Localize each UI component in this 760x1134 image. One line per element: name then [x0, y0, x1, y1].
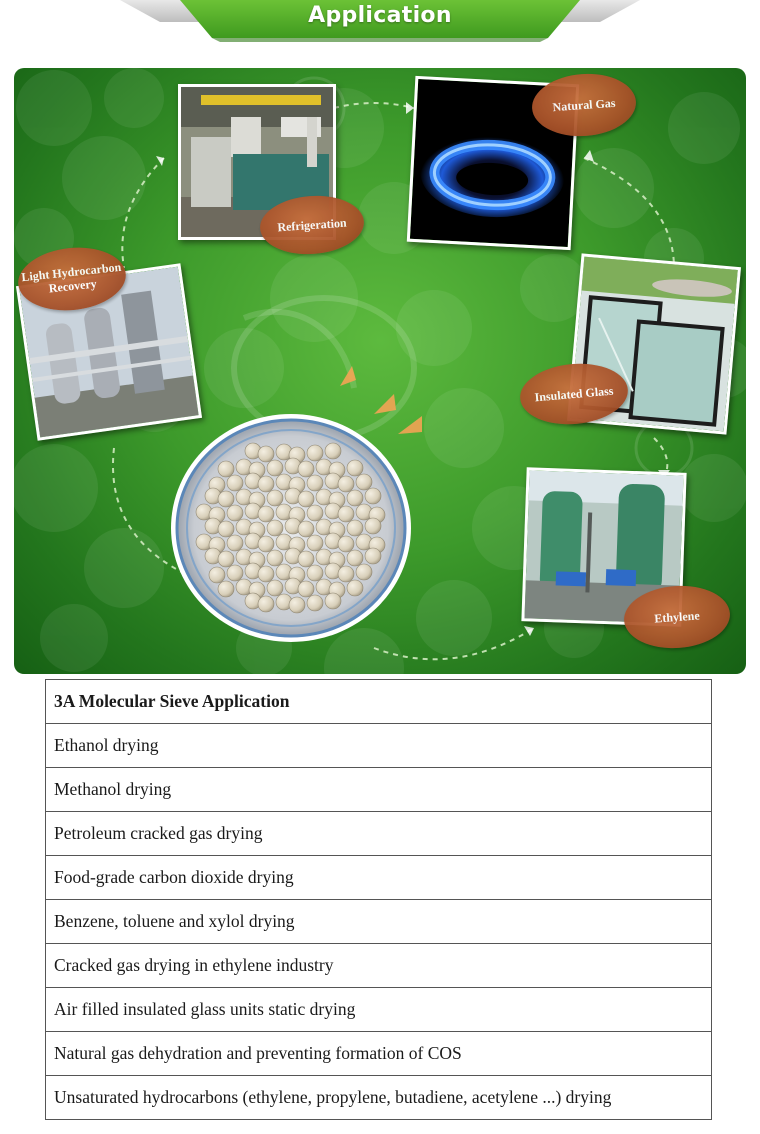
table-cell: Cracked gas drying in ethylene industry [46, 944, 712, 988]
label-light-hydrocarbon-recovery: Light Hydrocarbon Recovery [15, 243, 129, 316]
table-cell: Benzene, toluene and xylol drying [46, 900, 712, 944]
table-row [46, 812, 712, 856]
table-cell: Natural gas dehydration and preventing formation of COS [46, 1032, 712, 1076]
table-cell: Ethanol drying [46, 724, 712, 768]
table-row [46, 900, 712, 944]
sieve-beads [196, 443, 385, 613]
application-table [45, 679, 712, 1120]
table-row [46, 724, 712, 768]
molecular-sieve-beads-image [166, 410, 416, 646]
table-row [46, 768, 712, 812]
label-natural-gas: Natural Gas [530, 70, 638, 139]
application-collage [14, 68, 746, 674]
table-cell: Food-grade carbon dioxide drying [46, 856, 712, 900]
table-row [46, 944, 712, 988]
table-row [46, 856, 712, 900]
table-row [46, 988, 712, 1032]
application-table-container [45, 679, 712, 1120]
table-cell: Petroleum cracked gas drying [46, 812, 712, 856]
table-header-row [46, 680, 712, 724]
table-cell: Air filled insulated glass units static drying [46, 988, 712, 1032]
table-row [46, 1032, 712, 1076]
header-banner [0, 0, 760, 60]
page-title: Application [308, 3, 452, 28]
table-cell: Unsaturated hydrocarbons (ethylene, propylene, butadiene, acetylene ...) drying [46, 1076, 712, 1120]
label-ethylene: Ethylene [622, 582, 732, 651]
label-refrigeration: Refrigeration [258, 192, 366, 257]
table-header: 3A Molecular Sieve Application [46, 680, 712, 724]
table-row [46, 1076, 712, 1120]
label-insulated-glass: Insulated Glass [518, 359, 631, 428]
table-cell: Methanol drying [46, 768, 712, 812]
